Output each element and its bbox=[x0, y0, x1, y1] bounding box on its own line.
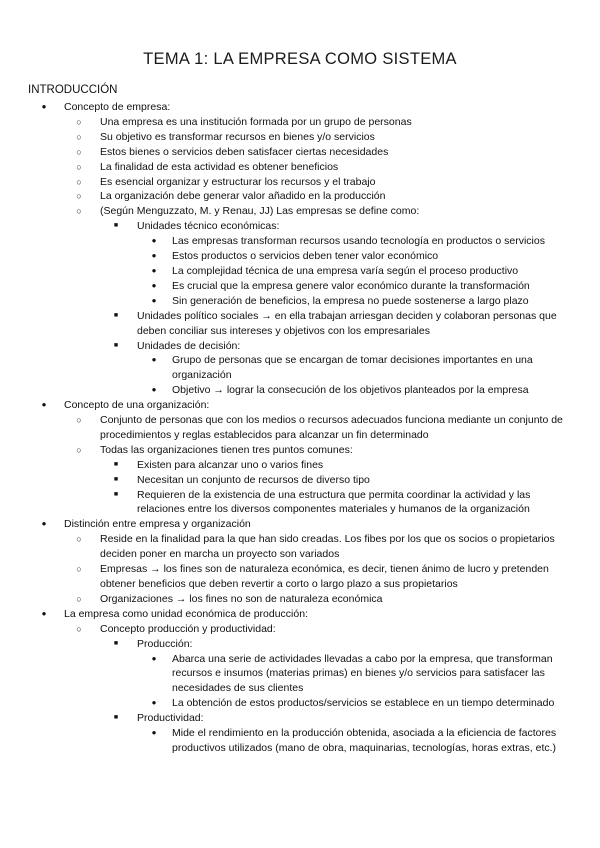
bullet-icon: ● bbox=[151, 236, 157, 246]
bullet-icon: ● bbox=[151, 251, 157, 261]
outline-item-text: Requieren de la existencia de una estructura que permita coordinar la actividad y las relaciones entre los diversos componentes materiales y humanos de la organización bbox=[137, 488, 531, 516]
outline-item-text: Distinción entre empresa y organización bbox=[64, 518, 251, 531]
outline-item-level-2 bbox=[0, 160, 600, 175]
outline-item-level-1 bbox=[0, 517, 600, 532]
outline-item-level-2 bbox=[0, 175, 600, 190]
bullet-icon: ● bbox=[151, 698, 157, 708]
bullet-icon: ○ bbox=[76, 623, 82, 634]
outline-item-text: Es crucial que la empresa genere valor económico durante la transformación bbox=[172, 279, 530, 292]
outline-item-level-3 bbox=[0, 711, 600, 726]
bullet-icon: ○ bbox=[76, 146, 82, 157]
outline-item-level-1 bbox=[0, 398, 600, 413]
outline-item-text: Es esencial organizar y estructurar los recursos y el trabajo bbox=[100, 175, 376, 188]
bullet-icon: ● bbox=[41, 400, 47, 410]
outline-item-level-2 bbox=[0, 204, 600, 219]
outline-item-level-2 bbox=[0, 562, 600, 592]
outline-item-text: Abarca una serie de actividades llevadas a cabo por la empresa, que transforman recursos e insumos (materias primas) en bienes y/o servicios para satisfacer las necesidades de sus clientes bbox=[172, 652, 553, 695]
outline-item-level-1 bbox=[0, 607, 600, 622]
bullet-icon: ● bbox=[151, 265, 157, 275]
bullet-icon: ■ bbox=[113, 460, 119, 468]
outline-item-text: Una empresa es una institución formada por un grupo de personas bbox=[100, 115, 412, 128]
bullet-icon: ○ bbox=[76, 161, 82, 172]
outline-item-text: Productividad: bbox=[137, 712, 204, 725]
outline-item-level-4 bbox=[0, 249, 600, 264]
outline-item-text: Concepto de empresa: bbox=[64, 101, 171, 113]
outline-item-text: Sin generación de beneficios, la empresa no puede sostenerse a largo plazo bbox=[172, 294, 529, 307]
bullet-icon: ■ bbox=[113, 341, 119, 349]
bullet-icon: ○ bbox=[76, 131, 82, 142]
outline-item-text: Organizaciones → los fines no son de naturaleza económica bbox=[100, 592, 383, 605]
bullet-icon: ● bbox=[151, 385, 157, 395]
outline-item-text: Mide el rendimiento en la producción obtenida, asociada a la eficiencia de factores productivos utilizados (mano de obra, maquinarias, tecnologías, horas extras, etc.) bbox=[172, 727, 557, 754]
outline-item-level-3 bbox=[0, 488, 600, 518]
outline-item-text: Reside en la finalidad para la que han sido creadas. Los fibes por los que os socios o propietarios deciden poner en marcha un proyecto son variados bbox=[100, 533, 555, 561]
section-heading: INTRODUCCIÓN bbox=[28, 84, 118, 96]
bullet-icon: ■ bbox=[113, 222, 119, 230]
bullet-icon: ■ bbox=[113, 475, 119, 483]
bullet-icon: ■ bbox=[113, 714, 119, 722]
bullet-icon: ○ bbox=[76, 176, 82, 187]
bullet-icon: ● bbox=[151, 355, 157, 365]
outline-item-text: Concepto de una organización: bbox=[64, 399, 210, 412]
bullet-icon: ■ bbox=[113, 490, 119, 498]
outline-item-level-4 bbox=[0, 234, 600, 249]
outline-item-level-2 bbox=[0, 532, 600, 562]
outline-item-level-2 bbox=[0, 622, 600, 637]
outline-item-text: Unidades técnico económicas: bbox=[137, 220, 280, 233]
outline-item-text: Empresas → los fines son de naturaleza económica, es decir, tienen ánimo de lucro y pretenden obtener beneficios que deben revertir a corto o largo plazo a sus propietarios bbox=[100, 563, 549, 590]
outline-item-level-3 bbox=[0, 339, 600, 354]
outline-item-level-3 bbox=[0, 219, 600, 234]
document-title: TEMA 1: LA EMPRESA COMO SISTEMA bbox=[143, 50, 457, 68]
bullet-icon: ○ bbox=[76, 116, 82, 127]
outline-item-text: La finalidad de esta actividad es obtener beneficios bbox=[100, 160, 339, 173]
outline-item-level-3 bbox=[0, 458, 600, 473]
bullet-icon: ● bbox=[151, 653, 157, 663]
outline-item-level-4 bbox=[0, 652, 600, 697]
outline-item-text: La organización debe generar valor añadido en la producción bbox=[100, 190, 386, 203]
outline-item-text: Grupo de personas que se encargan de tomar decisiones importantes en una organización bbox=[172, 354, 533, 382]
outline-item-level-4 bbox=[0, 279, 600, 294]
outline-item-level-2 bbox=[0, 130, 600, 145]
bullet-icon: ● bbox=[151, 728, 157, 738]
outline-item-level-4 bbox=[0, 383, 600, 398]
bullet-icon: ● bbox=[41, 102, 47, 111]
outline-item-level-4 bbox=[0, 696, 600, 711]
outline-item-level-2 bbox=[0, 145, 600, 160]
outline-item-text: Existen para alcanzar uno o varios fines bbox=[137, 458, 324, 471]
outline-item-text: Objetivo → lograr la consecución de los objetivos planteados por la empresa bbox=[172, 384, 529, 397]
outline-item-text: (Según Menguzzato, M. y Renau, JJ) Las empresas se define como: bbox=[100, 205, 420, 218]
bullet-icon: ○ bbox=[76, 415, 82, 426]
outline-item-text: La complejidad técnica de una empresa varía según el proceso productivo bbox=[172, 264, 519, 277]
bullet-icon: ● bbox=[151, 295, 157, 305]
bullet-icon: ○ bbox=[76, 534, 82, 545]
outline-item-text: Necesitan un conjunto de recursos de diverso tipo bbox=[137, 473, 370, 486]
outline-item-level-4 bbox=[0, 726, 600, 756]
bullet-icon: ○ bbox=[76, 444, 82, 455]
outline-item-level-4 bbox=[0, 353, 600, 383]
bullet-icon: ○ bbox=[76, 206, 82, 217]
bullet-icon: ○ bbox=[76, 191, 82, 202]
outline-item-level-2 bbox=[0, 443, 600, 458]
outline-item-level-2 bbox=[0, 189, 600, 204]
outline-item-text: La obtención de estos productos/servicios se establece en un tiempo determinado bbox=[172, 697, 555, 710]
outline-item-text: Su objetivo es transformar recursos en bienes y/o servicios bbox=[100, 130, 375, 143]
outline-list bbox=[0, 100, 600, 756]
outline-item-text: Todas las organizaciones tienen tres puntos comunes: bbox=[100, 443, 353, 456]
outline-item-text: Unidades de decisión: bbox=[137, 339, 241, 352]
bullet-icon: ● bbox=[41, 608, 47, 618]
bullet-icon: ○ bbox=[76, 593, 82, 604]
outline-item-text: Concepto producción y productividad: bbox=[100, 622, 276, 635]
outline-item-text: La empresa como unidad económica de producción: bbox=[64, 607, 308, 620]
outline-item-level-4 bbox=[0, 264, 600, 279]
outline-item-level-2 bbox=[0, 115, 600, 130]
outline-item-level-1 bbox=[0, 100, 600, 115]
bullet-icon: ● bbox=[151, 280, 157, 290]
outline-item-level-4 bbox=[0, 294, 600, 309]
outline-item-level-3 bbox=[0, 309, 600, 339]
outline-item-level-3 bbox=[0, 637, 600, 652]
outline-item-text: Conjunto de personas que con los medios o recursos adecuados funciona mediante un conjunto de procedimientos y reglas establecidos para alcanzar un fin determinado bbox=[100, 414, 563, 441]
bullet-icon: ■ bbox=[113, 311, 119, 319]
bullet-icon: ● bbox=[41, 519, 47, 529]
outline-item-text: Estos productos o servicios deben tener valor económico bbox=[172, 250, 439, 263]
outline-item-level-2 bbox=[0, 413, 600, 443]
outline-item-text: Producción: bbox=[137, 637, 193, 650]
outline-item-level-3 bbox=[0, 473, 600, 488]
outline-item-level-2 bbox=[0, 592, 600, 607]
outline-item-text: Las empresas transforman recursos usando tecnología en productos o servicios bbox=[172, 235, 545, 248]
outline-item-text: Estos bienes o servicios deben satisfacer ciertas necesidades bbox=[100, 145, 389, 158]
outline-item-text: Unidades político sociales → en ella trabajan arriesgan deciden y colaboran personas que deben conciliar sus intereses y objetivos con los empresariales bbox=[137, 309, 557, 337]
bullet-icon: ○ bbox=[76, 564, 82, 575]
bullet-icon: ■ bbox=[113, 639, 119, 647]
